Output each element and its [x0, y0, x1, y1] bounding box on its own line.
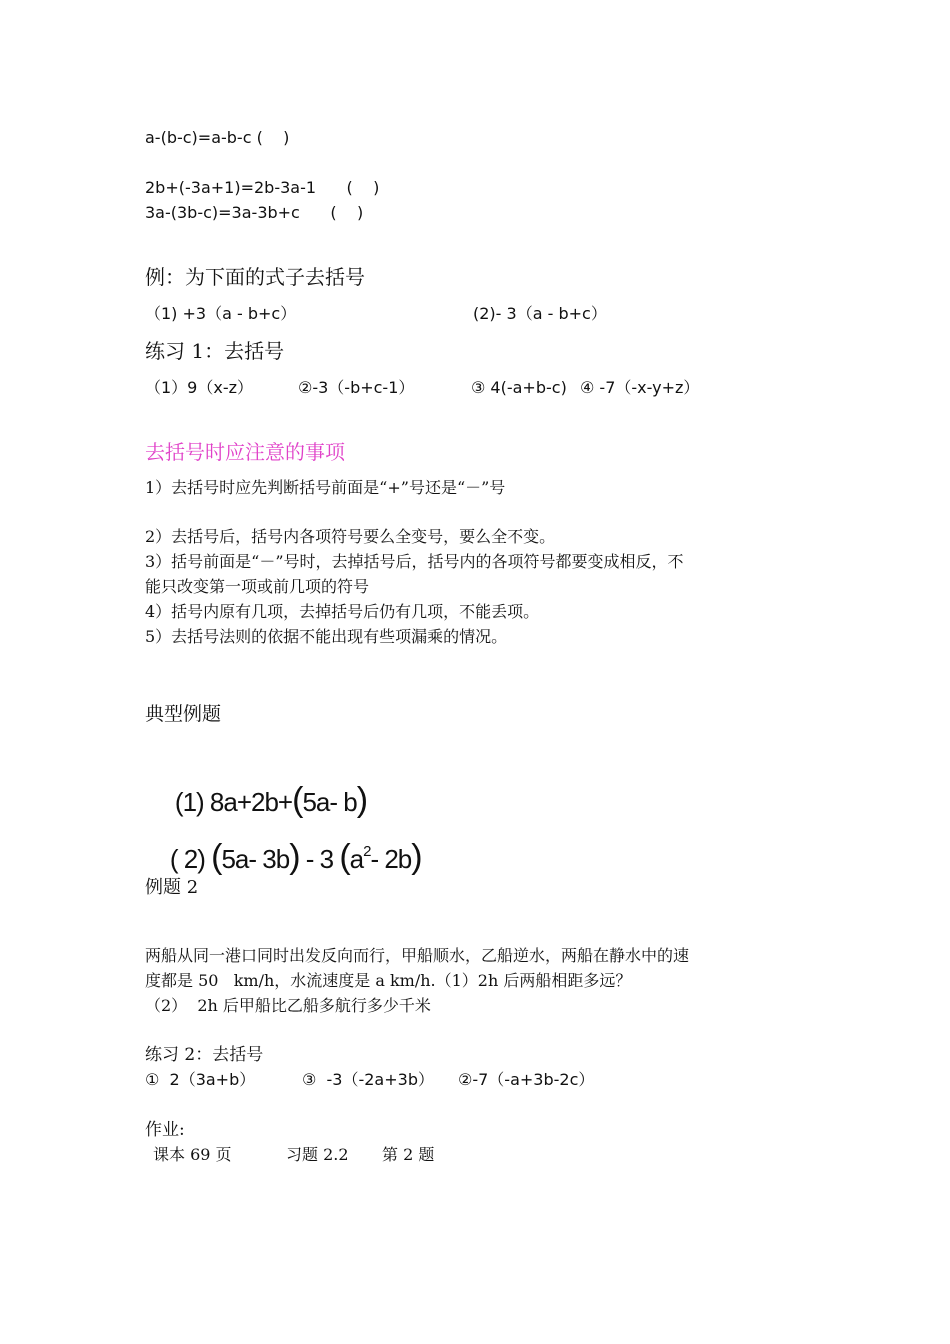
practice1-item-4: ④ -7（-x-y+z） — [580, 378, 700, 397]
practice2-item-3: ②-7（-a+3b-2c） — [458, 1070, 595, 1089]
example2-line-3: （2） 2h 后甲船比乙船多航行多少千米 — [145, 996, 431, 1015]
practice1-item-3: ③ 4(-a+b-c) — [471, 378, 567, 397]
practice2-item-1: ① 2（3a+b） — [145, 1070, 256, 1089]
example-problem-2: (2)- 3（a - b+c） — [473, 304, 607, 323]
example-1-term: 8a+2b+ — [203, 787, 293, 817]
practice1-item-2: ②-3（-b+c-1） — [298, 378, 415, 397]
practice2-item-2: ③ -3（-2a+3b） — [302, 1070, 434, 1089]
open-paren: ( — [339, 838, 350, 876]
quiz-item-3: 3a-(3b-c)=3a-3b+c ( ) — [145, 203, 364, 222]
homework-title: 作业: — [145, 1120, 185, 1140]
example2-line-2: 度都是 50 km/h，水流速度是 a km/h.（1）2h 后两船相距多远？ — [145, 971, 632, 990]
quiz-item-1: a-(b-c)=a-b-c ( ) — [145, 128, 290, 147]
homework-item-1: 课本 69 页 — [153, 1145, 232, 1164]
homework-item-3: 第 2 题 — [382, 1145, 435, 1164]
example-title: 例：为下面的式子去括号 — [145, 265, 365, 289]
note-2: 2）去括号后，括号内各项符号要么全变号，要么全不变。 — [145, 527, 556, 546]
note-3-line-2: 能只改变第一项或前几项的符号 — [145, 577, 370, 596]
example-2-exponent: 2 — [363, 843, 371, 860]
note-3-line-1: 3）括号前面是“－”号时，去掉括号后，括号内的各项符号都要变成相反，不 — [145, 552, 684, 571]
practice2-title: 练习 2：去括号 — [145, 1045, 264, 1065]
note-5: 5）去括号法则的依据不能出现有些项漏乘的情况。 — [145, 627, 508, 646]
example-2-base: a — [349, 844, 364, 874]
open-paren: ( — [211, 838, 222, 876]
note-1: 1）去括号时应先判断括号前面是“+”号还是“－”号 — [145, 478, 506, 497]
open-paren: ( — [292, 781, 303, 819]
example-2-mid: - 3 — [299, 844, 340, 874]
notes-title: 去括号时应注意的事项 — [145, 440, 345, 464]
example2-line-1: 两船从同一港口同时出发反向而行，甲船顺水，乙船逆水，两船在静水中的速 — [145, 946, 690, 965]
practice1-title: 练习 1：去括号 — [145, 339, 285, 363]
typical-example-2 — [145, 797, 422, 919]
close-paren: ) — [411, 838, 422, 876]
practice1-item-1: （1）9（x-z） — [145, 378, 254, 397]
quiz-item-2: 2b+(-3a+1)=2b-3a-1 ( ) — [145, 178, 380, 197]
homework-item-2: 习题 2.2 — [286, 1145, 349, 1164]
example-1-inner: 5a- b — [302, 787, 357, 817]
note-4: 4）括号内原有几项，去掉括号后仍有几项，不能丢项。 — [145, 602, 540, 621]
example-2-inner-1: 5a- 3b — [221, 844, 290, 874]
example-1-label: (1) — [174, 787, 204, 817]
example-2-inner-2: - 2b — [370, 844, 412, 874]
example-2-label: ( 2) — [169, 844, 212, 874]
close-paren: ) — [289, 838, 300, 876]
example-problem-1: （1) +3（a - b+c） — [145, 304, 297, 323]
typical-examples-title: 典型例题 — [145, 703, 222, 725]
example2-title: 例题 2 — [145, 877, 199, 898]
close-paren: ) — [356, 781, 368, 819]
